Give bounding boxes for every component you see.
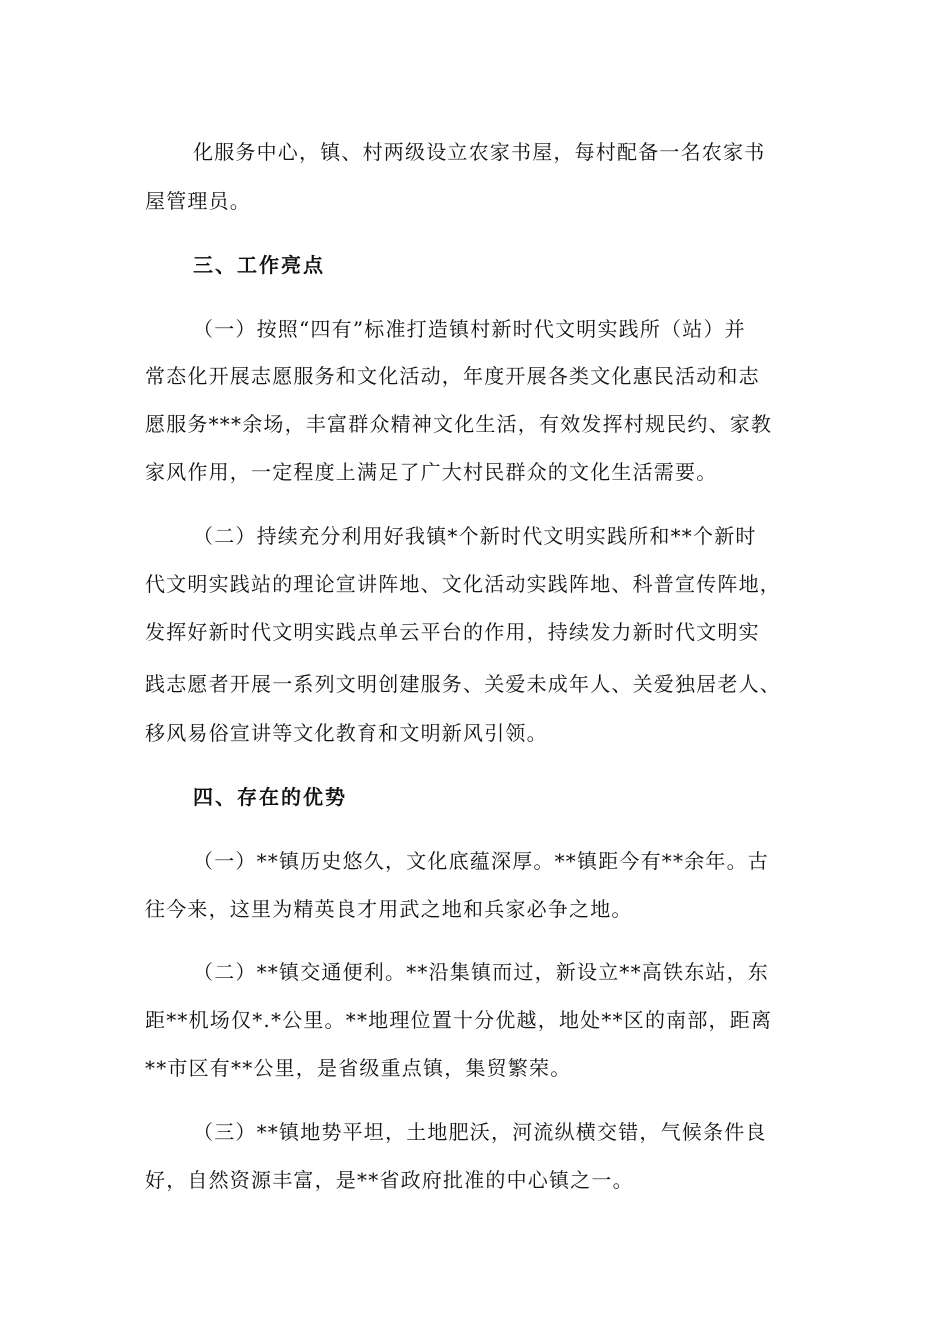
section-four-item-2-line-3: **市区有**公里，是省级重点镇，集贸繁荣。 [145, 1056, 572, 1080]
section-four-item-3-line-2: 好，自然资源丰富，是**省政府批准的中心镇之一。 [145, 1168, 634, 1192]
section-four-item-1-line-1: （一）**镇历史悠久，文化底蕴深厚。**镇距今有**余年。古 [193, 849, 769, 873]
section-three-item-1-line-2: 常态化开展志愿服务和文化活动，年度开展各类文化惠民活动和志 [145, 364, 760, 388]
section-three-item-2-line-5: 移风易俗宣讲等文化教育和文明新风引领。 [145, 721, 548, 745]
section-four-item-2-line-2: 距**机场仅*.*公里。**地理位置十分优越，地处**区的南部，距离 [145, 1008, 773, 1032]
section-three-item-2-line-1: （二）持续充分利用好我镇*个新时代文明实践所和**个新时 [193, 524, 757, 548]
section-three-item-2-line-4: 践志愿者开展一系列文明创建服务、关爱未成年人、关爱独居老人、 [145, 672, 781, 696]
section-four-item-2-line-1: （二）**镇交通便利。**沿集镇而过，新设立**高铁东站，东 [193, 960, 769, 984]
section-three-heading: 三、工作亮点 [193, 253, 325, 277]
section-three-item-1-line-4: 家风作用，一定程度上满足了广大村民群众的文化生活需要。 [145, 460, 718, 484]
section-four-item-3-line-1: （三）**镇地势平坦，土地肥沃，河流纵横交错，气候条件良 [193, 1120, 767, 1144]
intro-line-1: 化服务中心，镇、村两级设立农家书屋，每村配备一名农家书 [193, 140, 766, 164]
section-three-item-2-line-3: 发挥好新时代文明实践点单云平台的作用，持续发力新时代文明实 [145, 620, 760, 644]
section-three-item-1-line-1: （一）按照“四有”标准打造镇村新时代文明实践所（站）并 [193, 317, 746, 341]
section-three-item-1-line-3: 愿服务***余场，丰富群众精神文化生活，有效发挥村规民约、家教 [145, 412, 773, 436]
section-three-item-2-line-2: 代文明实践站的理论宣讲阵地、文化活动实践阵地、科普宣传阵地， [145, 572, 781, 596]
section-four-item-1-line-2: 往今来，这里为精英良才用武之地和兵家必争之地。 [145, 897, 633, 921]
section-four-heading: 四、存在的优势 [193, 785, 347, 809]
intro-line-2: 屋管理员。 [145, 189, 251, 213]
